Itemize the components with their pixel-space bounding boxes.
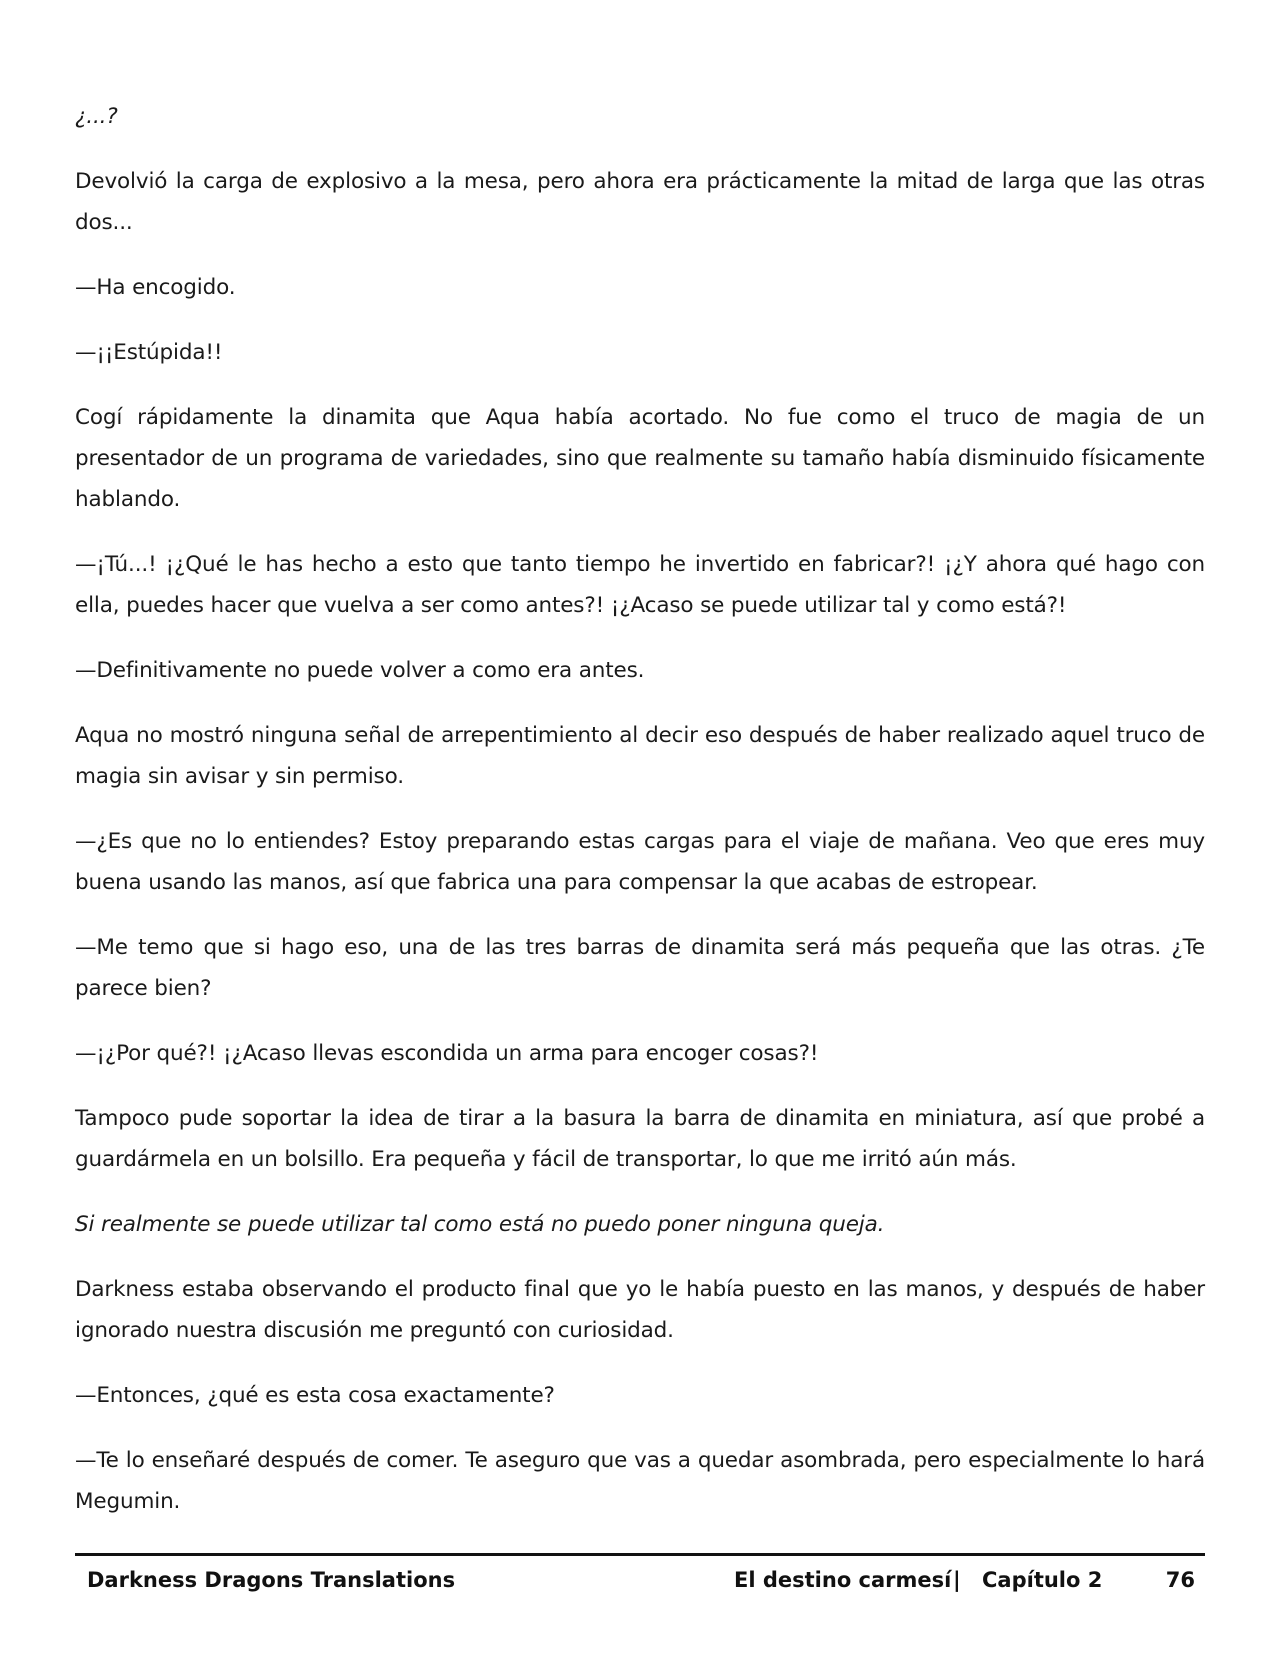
paragraph: Si realmente se puede utilizar tal como está no puedo poner ninguna queja.	[75, 1212, 885, 1237]
paragraph: Aqua no mostró ninguna señal de arrepentimiento al decir eso después de haber realizado aquel truco de magia sin avisar y sin permiso.	[75, 723, 1205, 789]
paragraph: —Me temo que si hago eso, una de las tres barras de dinamita será más pequeña que las otras. ¿Te parece bien?	[75, 935, 1205, 1001]
paragraph: —¡¡Estúpida!!	[75, 340, 223, 365]
page-number: 76	[1165, 1568, 1195, 1592]
paragraph: —¿Es que no lo entiendes? Estoy preparando estas cargas para el viaje de mañana. Veo que eres muy buena usando las manos, así que fabrica una para compensar la que acabas de estropear.	[75, 829, 1205, 895]
paragraph: Devolvió la carga de explosivo a la mesa, pero ahora era prácticamente la mitad de larga que las otras dos...	[75, 169, 1205, 235]
footer-separator: |	[953, 1568, 961, 1592]
paragraph: —¡Tú...! ¡¿Qué le has hecho a esto que tanto tiempo he invertido en fabricar?! ¡¿Y ahora qué hago con ella, puedes hacer que vuelva a ser como antes?! ¡¿Acaso se puede utilizar tal y como está?!	[75, 552, 1205, 618]
paragraph: Tampoco pude soportar la idea de tirar a la basura la barra de dinamita en miniatura, así que probé a guardármela en un bolsillo. Era pequeña y fácil de transportar, lo que me irritó aún más.	[75, 1106, 1205, 1172]
paragraph: —Te lo enseñaré después de comer. Te aseguro que vas a quedar asombrada, pero especialmente lo hará Megumin.	[75, 1448, 1205, 1514]
page-footer	[87, 1564, 1203, 1596]
footer-chapter: Capítulo 2	[982, 1568, 1103, 1592]
footer-divider	[75, 1553, 1205, 1556]
footer-book-title: El destino carmesí	[734, 1568, 952, 1592]
paragraph: —Entonces, ¿qué es esta cosa exactamente?	[75, 1383, 555, 1408]
paragraph: —Definitivamente no puede volver a como era antes.	[75, 658, 645, 683]
footer-translator: Darkness Dragons Translations	[87, 1568, 456, 1592]
paragraph: Darkness estaba observando el producto final que yo le había puesto en las manos, y después de haber ignorado nuestra discusión me preguntó con curiosidad.	[75, 1277, 1205, 1343]
paragraph: ¿...?	[75, 104, 118, 129]
paragraph: Cogí rápidamente la dinamita que Aqua había acortado. No fue como el truco de magia de un presentador de un programa de variedades, sino que realmente su tamaño había disminuido físicamente hablando.	[75, 405, 1205, 512]
paragraph: —¡¿Por qué?! ¡¿Acaso llevas escondida un arma para encoger cosas?!	[75, 1041, 819, 1066]
paragraph: —Ha encogido.	[75, 275, 236, 300]
page-body	[75, 96, 1205, 1546]
